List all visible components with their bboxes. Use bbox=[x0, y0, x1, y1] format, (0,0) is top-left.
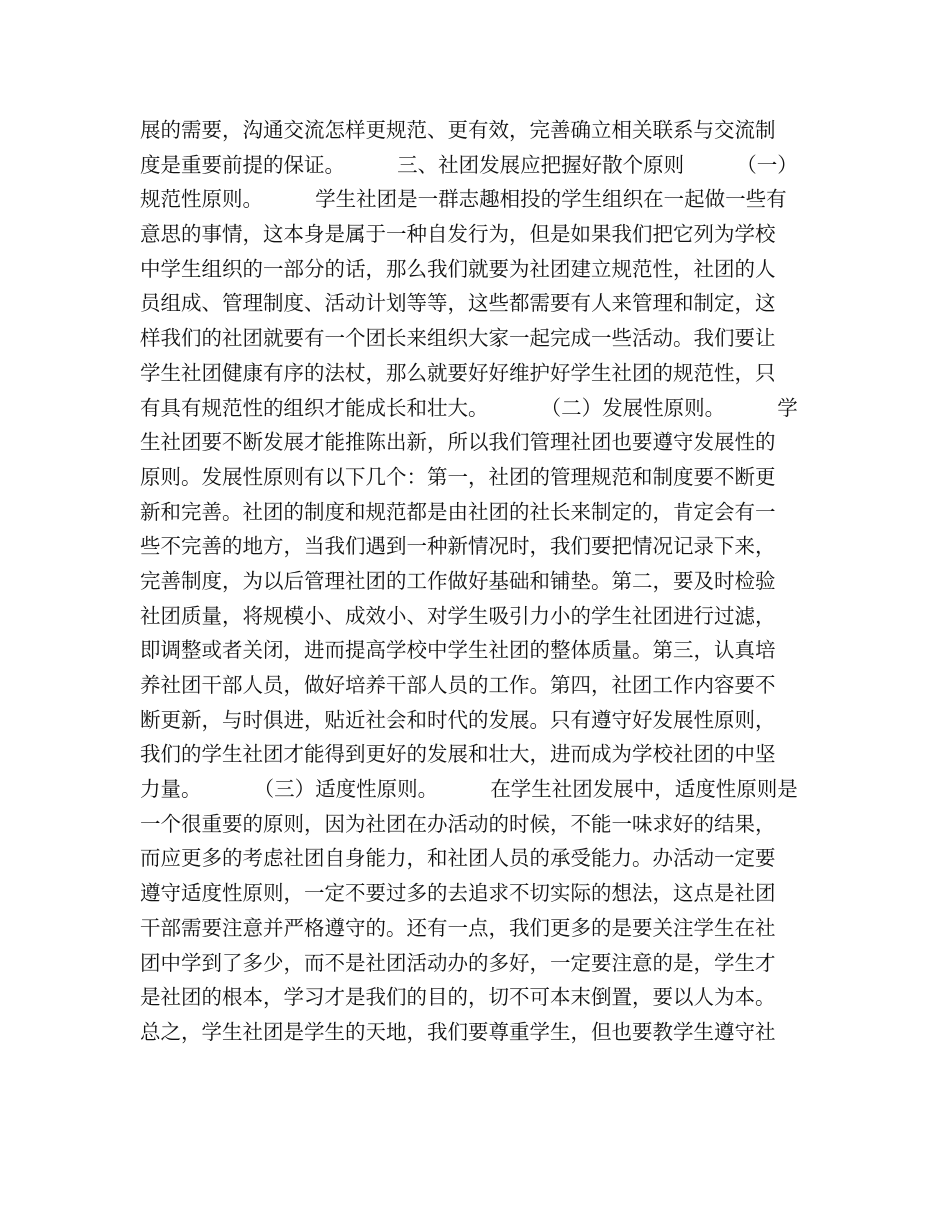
text-line: 学生社团健康有序的法杖，那么就要好好维护好学生社团的规范性，只 bbox=[140, 360, 776, 385]
text-line: 总之，学生社团是学生的天地，我们要尊重学生，但也要教学生遵守社 bbox=[140, 1019, 776, 1044]
text-line: 遵守适度性原则，一定不要过多的去追求不切实际的想法，这点是社团 bbox=[140, 881, 776, 906]
text-line: 团中学到了多少，而不是社团活动办的多好，一定要注意的是，学生才 bbox=[140, 950, 776, 975]
text-line: 社团质量，将规模小、成效小、对学生吸引力小的学生社团进行过滤， bbox=[140, 603, 776, 628]
text-line: 是社团的根本，学习才是我们的目的，切不可本末倒置，要以人为本。 bbox=[140, 985, 776, 1010]
text-line: 原则。发展性原则有以下几个：第一，社团的管理规范和制度要不断更 bbox=[140, 464, 776, 489]
text-line: 新和完善。社团的制度和规范都是由社团的社长来制定的，肯定会有一 bbox=[140, 499, 776, 524]
text-line: 我们的学生社团才能得到更好的发展和壮大，进而成为学校社团的中坚 bbox=[140, 742, 776, 767]
text-line: 员组成、管理制度、活动计划等等，这些都需要有人来管理和制定，这 bbox=[140, 291, 776, 316]
text-line: 展的需要，沟通交流怎样更规范、更有效，完善确立相关联系与交流制 bbox=[140, 118, 776, 142]
text-line: 有具有规范性的组织才能成长和壮大。 （二）发展性原则。 学 bbox=[140, 395, 798, 420]
text-line: 断更新，与时俱进，贴近社会和时代的发展。只有遵守好发展性原则， bbox=[140, 707, 776, 732]
text-line: 即调整或者关闭，进而提高学校中学生社团的整体质量。第三，认真培 bbox=[140, 638, 776, 663]
text-line: 养社团干部人员，做好培养干部人员的工作。第四，社团工作内容要不 bbox=[140, 673, 776, 697]
body-text bbox=[140, 113, 820, 1050]
text-line: 规范性原则。 学生社团是一群志趣相投的学生组织在一起做一些有 bbox=[140, 187, 787, 212]
text-line: 些不完善的地方，当我们遇到一种新情况时，我们要把情况记录下来， bbox=[140, 534, 776, 559]
text-line: 样我们的社团就要有一个团长来组织大家一起完成一些活动。我们要让 bbox=[140, 326, 776, 351]
text-line: 生社团要不断发展才能推陈出新，所以我们管理社团也要遵守发展性的 bbox=[140, 430, 776, 455]
text-line: 力量。 （三）适度性原则。 在学生社团发展中，适度性原则是 bbox=[140, 777, 798, 802]
text-line: 完善制度，为以后管理社团的工作做好基础和铺垫。第二，要及时检验 bbox=[140, 568, 776, 593]
text-line: 度是重要前提的保证。 三、社团发展应把握好散个原则 （一） bbox=[140, 152, 798, 177]
text-line: 而应更多的考虑社团自身能力，和社团人员的承受能力。办活动一定要 bbox=[140, 846, 776, 871]
text-line: 意思的事情，这本身是属于一种自发行为，但是如果我们把它列为学校 bbox=[140, 222, 776, 247]
text-line: 干部需要注意并严格遵守的。还有一点，我们更多的是要关注学生在社 bbox=[140, 915, 776, 940]
text-line: 一个很重要的原则，因为社团在办活动的时候，不能一味求好的结果， bbox=[140, 811, 776, 836]
text-line: 中学生组织的一部分的话，那么我们就要为社团建立规范性，社团的人 bbox=[140, 256, 776, 281]
